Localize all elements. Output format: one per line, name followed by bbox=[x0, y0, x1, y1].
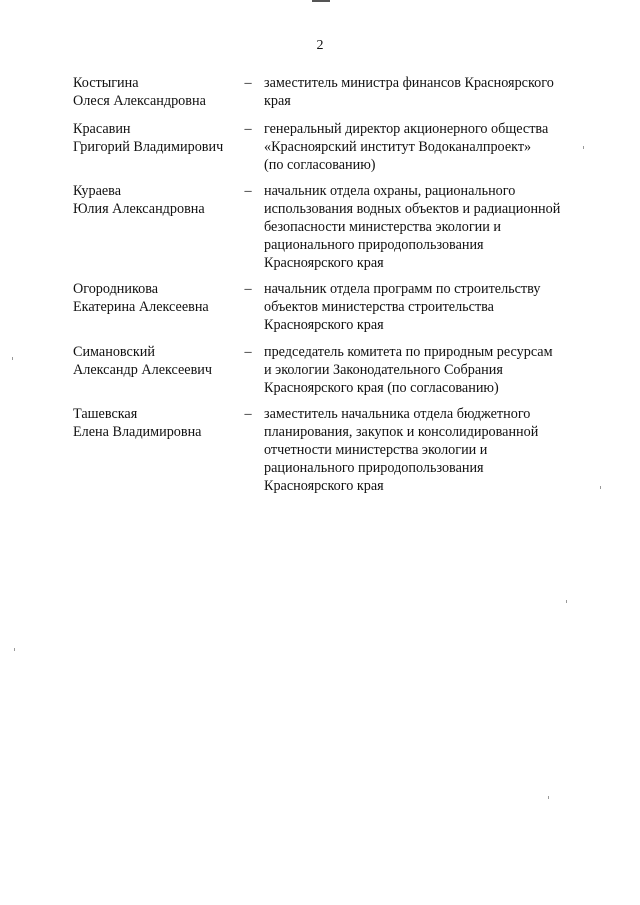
position-line: использования водных объектов и радиационной bbox=[264, 201, 561, 217]
member-position bbox=[264, 74, 594, 110]
member-name bbox=[73, 120, 243, 156]
member-given-names: Олеся Александровна bbox=[73, 93, 206, 109]
position-line: и экологии Законодательного Собрания bbox=[264, 362, 503, 378]
member-surname: Ташевская bbox=[73, 406, 138, 422]
member-given-names: Екатерина Алексеевна bbox=[73, 299, 209, 315]
position-line: «Красноярский институт Водоканалпроект» bbox=[264, 139, 532, 155]
position-line: планирования, закупок и консолидированной bbox=[264, 424, 539, 440]
member-name bbox=[73, 405, 243, 441]
position-line: заместитель министра финансов Красноярского bbox=[264, 75, 554, 91]
position-line: Красноярского края (по согласованию) bbox=[264, 380, 499, 396]
scan-speck bbox=[566, 600, 567, 603]
position-line: Красноярского края bbox=[264, 317, 384, 333]
member-name bbox=[73, 280, 243, 316]
position-line: рационального природопользования bbox=[264, 237, 484, 253]
position-line: (по согласованию) bbox=[264, 157, 376, 173]
member-position bbox=[264, 405, 594, 495]
position-line: безопасности министерства экологии и bbox=[264, 219, 501, 235]
position-line: начальник отдела охраны, рационального bbox=[264, 183, 516, 199]
member-position bbox=[264, 343, 594, 397]
position-line: объектов министерства строительства bbox=[264, 299, 494, 315]
member-surname: Огородникова bbox=[73, 281, 159, 297]
member-given-names: Александр Алексеевич bbox=[73, 362, 213, 378]
member-name bbox=[73, 74, 243, 110]
position-line: края bbox=[264, 93, 291, 109]
separator-dash: – bbox=[244, 344, 252, 360]
member-given-names: Елена Владимировна bbox=[73, 424, 202, 440]
scan-speck bbox=[600, 486, 601, 489]
position-line: начальник отдела программ по строительству bbox=[264, 281, 541, 297]
position-line: Красноярского края bbox=[264, 255, 384, 271]
member-surname: Костыгина bbox=[73, 75, 139, 91]
separator-dash: – bbox=[244, 406, 252, 422]
separator-dash: – bbox=[244, 121, 252, 137]
scan-speck bbox=[583, 146, 584, 149]
page-number: 2 bbox=[316, 38, 324, 53]
position-line: председатель комитета по природным ресурсам bbox=[264, 344, 553, 360]
separator-dash: – bbox=[244, 281, 252, 297]
scan-speck bbox=[14, 648, 15, 651]
position-line: Красноярского края bbox=[264, 478, 384, 494]
position-line: рационального природопользования bbox=[264, 460, 484, 476]
separator-dash: – bbox=[244, 183, 252, 199]
member-surname: Красавин bbox=[73, 121, 131, 137]
member-surname: Симановский bbox=[73, 344, 155, 360]
position-line: генеральный директор акционерного общества bbox=[264, 121, 549, 137]
member-name bbox=[73, 343, 243, 379]
scan-speck bbox=[12, 357, 13, 360]
scan-top-mark bbox=[312, 0, 330, 2]
member-position bbox=[264, 280, 594, 334]
member-given-names: Юлия Александровна bbox=[73, 201, 205, 217]
position-line: отчетности министерства экологии и bbox=[264, 442, 488, 458]
member-given-names: Григорий Владимирович bbox=[73, 139, 224, 155]
member-surname: Кураева bbox=[73, 183, 121, 199]
position-line: заместитель начальника отдела бюджетного bbox=[264, 406, 531, 422]
separator-dash: – bbox=[244, 75, 252, 91]
scan-speck bbox=[548, 796, 549, 799]
member-position bbox=[264, 120, 594, 174]
member-position bbox=[264, 182, 594, 272]
member-name bbox=[73, 182, 243, 218]
